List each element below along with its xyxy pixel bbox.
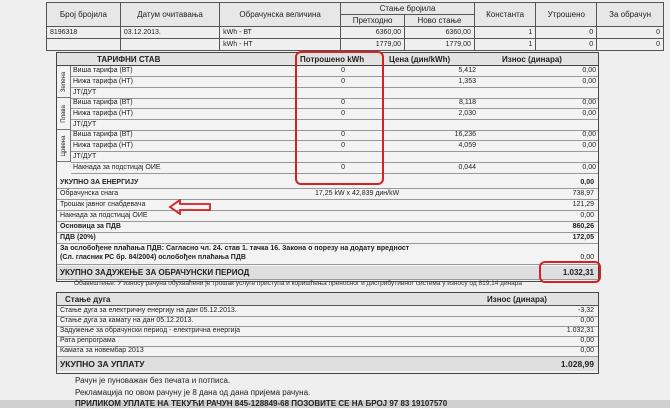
charge: 0 [597,39,664,51]
used: 0 [536,27,597,39]
footer-validity: Рачун је пуноважан без печата и потписа. [75,376,231,385]
header-unit: Обрачунска величина [220,3,341,27]
constant: 1 [474,27,536,39]
header-constant: Константа [474,3,536,27]
header-meter-state: Стање бројила [341,3,475,15]
previous-reading: 6360,00 [341,27,405,39]
new-reading: 6360,00 [405,27,475,39]
read-date: 03.12.2013. [120,27,219,39]
period-total-row: УКУПНО ЗАДУЖЕЊЕ ЗА ОБРАЧУНСКИ ПЕРИОД 1.032,31 [57,266,598,280]
header-previous: Претходно [341,15,405,27]
vat-exempt-row: За ослобођене плаћања ПДВ: Сагласно чл. 24. став 1. тачка 16. Закона о порезу на додату вредност (Сл. гласник РС бр. 84/2004) ослобођен плаћања ПДВ 0,00 [57,244,598,265]
previous-reading: 1779,00 [341,39,405,51]
consumed-highlight [295,51,384,185]
footer-complaint: Рекламација по овом рачуну је 8 дана од дана пријема рачуна. [75,388,311,397]
table-row [47,27,664,39]
tariff-title: ТАРИФНИ СТАВ [97,55,161,64]
table-row: ЈТ/ДУТ [71,152,598,163]
consumed-header: Потрошено kWh [300,55,365,64]
table-row: Нижа тарифа (НТ) 0 1,353 0,00 [71,77,598,88]
table-row: Виша тарифа (ВТ) 0 8,118 0,00 [71,98,598,109]
table-row [47,39,664,51]
header-new: Ново стање [405,15,475,27]
table-row: Виша тарифа (ВТ) 0 16,236 0,00 [71,130,598,141]
unit: kWh - ВТ [220,27,341,39]
table-row: Виша тарифа (ВТ) 0 5,412 0,00 [71,66,598,77]
table-row: ЈТ/ДУТ [71,120,598,131]
table-row: Стање дуга за камату на дан 05.12.2013. 0,00 [57,316,598,327]
charge: 0 [597,27,664,39]
price-header: Цена (дин/kWh) [389,55,451,64]
zone-label-green: Зелена [57,66,71,98]
payment-total-row: УКУПНО ЗА УПЛАТУ 1.028,99 [57,357,598,371]
table-row: Рата репрограма 0,00 [57,336,598,347]
constant: 1 [474,39,536,51]
billing-power-row: Обрачунска снага 17,25 kW x 42,839 дин/kW 738,97 [57,189,598,200]
new-reading: 1779,00 [405,39,475,51]
unit: kWh - НТ [220,39,341,51]
supplier-cost-row: Трошак јавног снабдевача 121,29 [57,200,598,211]
header-meter-number: Број бројила [47,3,121,27]
table-row: Нижа тарифа (НТ) 0 2,030 0,00 [71,109,598,120]
vat-row: ПДВ (20%) 172,05 [57,233,598,244]
table-row: Накнада за подстицај ОИЕ 0 0,044 0,00 [71,163,598,174]
meter-number [47,39,121,51]
amount-header: Износ (динара) [502,55,562,64]
meter-number: 8196318 [47,27,121,39]
meter-table [46,2,664,51]
energy-total-row: УКУПНО ЗА ЕНЕРГИЈУ 0,00 [57,178,598,189]
header-used: Утрошено [536,3,597,27]
used: 0 [536,39,597,51]
table-row: ЈТ/ДУТ [71,88,598,99]
notice-text: Обавештење: У износу рачуна обухваћени је трошак услуге приступа и коришћења преносног и дистрибутивног система у износу од 819,14 динара [74,280,523,287]
oie-fee-row: Накнада за подстицај ОИЕ 0,00 [57,211,598,222]
table-row: Нижа тарифа (НТ) 0 4,059 0,00 [71,141,598,152]
zone-label-blue: Плава [57,98,71,130]
read-date [120,39,219,51]
header-charge: За обрачун [597,3,664,27]
debt-header: Стање дуга Износ (динара) [57,293,598,306]
table-row: Стање дуга за електричну енергију на дан 05.12.2013. -3,32 [57,306,598,317]
zone-label-red: Црвена [57,130,71,162]
footer-payment: ПРИЛИКОМ УПЛАТЕ НА ТЕКУЋИ РАЧУН 845-128849-68 ПОЗОВИТЕ СЕ НА БРОЈ 97 83 19107570 [75,399,448,408]
vat-base-row: Основица за ПДВ 860,26 [57,222,598,233]
arrow-left-icon [168,199,212,215]
debt-section [56,292,599,374]
table-row: Задужење за обрачунски период - електрична енергија 1.032,31 [57,326,598,337]
table-row: Камата за новембар 2013 0,00 [57,346,598,357]
header-read-date: Датум очитавања [120,3,219,27]
